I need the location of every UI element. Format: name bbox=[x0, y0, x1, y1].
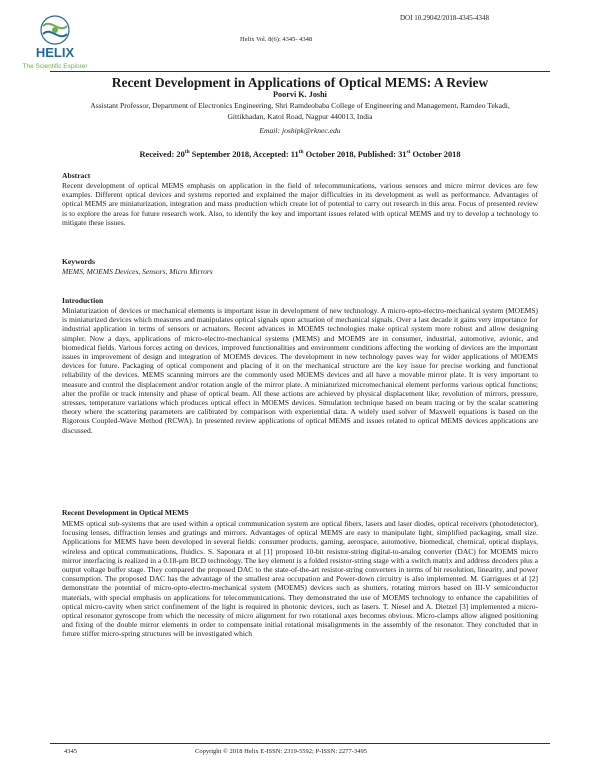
paper-title: Recent Development in Applications of Optical MEMS: A Review bbox=[111, 75, 489, 90]
logo-tagline: The Scientific Explorer bbox=[22, 63, 88, 70]
helix-logo bbox=[10, 12, 100, 78]
logo-text: HELIX bbox=[35, 45, 75, 60]
author-name: Poorvi K. Joshi bbox=[273, 90, 327, 99]
received-date: Received: 20 bbox=[139, 149, 185, 159]
keywords-heading: Keywords bbox=[62, 257, 95, 266]
header-rule bbox=[50, 71, 550, 72]
publication-dates: Received: 20th September 2018, Accepted: 11th October 2018, Published: 31st October 2018 bbox=[139, 149, 461, 159]
recent-development-heading: Recent Development in Optical MEMS bbox=[62, 508, 189, 517]
footer-rule bbox=[50, 743, 550, 744]
author-email: Email: joshipk@rknec.edu bbox=[259, 126, 341, 135]
introduction-text: Miniaturization of devices or mechanical elements is important issue in development of new technology. A micro-opto-electro-mechanical system (MOEMS) is miniaturized devices which measures and manipulates optical signals upon actuation of mechanical signals. Over a last decade it gains very importance for industrial application in terms of sensors or actuators. Recent advances in MOEMS technologies make optical system more robust and allow designing simpler. Now a days, applications of micro-electro-mechanical systems (MEMS) and MOEMS are in consumer, industrial, automotive, avionic, and biomedical fields. Various forces acting on devices, improved functionalities and environment conditions affecting the working of devices are the important issues in improvement of design and integration of MOEMS devices. The development in new technology paves way for wider applications of MOEMS devices for future. Packaging of optical component and placing of it on the mechanical structure are the key issue for precise working and functional reliability of the devices. MEMS scanning mirrors are the commonly used MOEMS devices and all have a movable mirror plate. It is very important to measure and control the displacement and/or rotation angle of the mirror plate. A miniaturized micromechanical element performs various optical functions; alter the profile or track intensity and phase of optical beam. All these actions are achieved by physical displacement like; revolution of mirrors, pressure, stresses, temperature variations which produces optical effect in MOEMS devices. Simulation technique based on beam tracing or by the scalar scattering theory where the scattering parameters are calibrated by comparison with experiential data. A widely used solver of Maxwell equations is based on the Rigorous Coupled-Wave Method (RCWA). In presented review applications of optical MEMS and issues related to optical MEMS devices applications are discussed. bbox=[62, 306, 538, 435]
abstract-heading: Abstract bbox=[62, 171, 91, 180]
keywords-text: MEMS, MOEMS Devices, Sensors, Micro Mirrors bbox=[62, 267, 213, 276]
copyright: Copyright © 2018 Helix E-ISSN: 2319-5592; P-ISSN: 2277-3495 bbox=[195, 748, 367, 755]
doi: DOI 10.29042/2018-4345-4348 bbox=[400, 14, 490, 22]
recent-development-text: MEMS optical sub-systems that are used within a optical communication system are optical fibers, lasers and laser diodes, optical receivers (photodetector), focusing lenses, diffraction lenses and gratings and mirrors. Advantages of optical MEMS are easy to manipulate light, simplified packaging, small size. Applications for MEMS have been developed in several fields: consumer products, gaming, aerospace, automotive, biomedical, chemical, optical displays, wireless and optical communications, fluidics. S. Saponara et al [1] proposed 10-bit resistor-string digital-to-analog converter (DAC) for MOEMS micro mirror interfacing is realized in a 0.18-μm BCD technology. The key element is a folded resistor-string stage with a switch matrix and address decoders plus a output voltage buffer stage. They compared the proposed DAC to the state-of-the-art resistor-string converters in terms of bit resolution, linearity, and power consumption. The proposed DAC has the advantage of the smallest area occupation and Power-down circuitry is also implemented. M. Garrigues et al [2] demonstrate the potential of micro-opto-electro-mechanical system (MOEMS) devices such as shutters, rotating mirrors based on III-V semiconductor materials, with special emphasis on applications for telecommunications. They demonstrated the use of MOEMS technology to enhance the capabilities of optical micro-cavity when strict confinement of the light is required in photonic devices, such as lasers. T. Niesel and A. Dietzel [3] implemented a micro-optical resonator gyroscope from which the necessity of micro alignment for two rotational axes becomes obvious. Micro-clamps allow aligned positioning and fixing of the double mirror elements in order to compensate initial rotational misalignments in the assembly of the resonator. They concluded that in future stiffer micro-spring structures will be investigated which bbox=[62, 519, 538, 639]
abstract-text: Recent development of optical MEMS emphasis on application in the field of telecommunications, various sensors and micro mirror devices are few examples. Different optical devices and systems reported and explained the major difficulties in its development as well as performance. Advantages of optical MEMS are miniaturization, integration and mass production which create lot of potential to carry out research in this area. Focus of presented review is to explore the areas for future research work. Also, to identify the key and important issues related with optical MEMS and try to develop a technology to mitigate these issues. bbox=[62, 181, 538, 227]
affiliation: Assistant Professor, Department of Electronics Engineering, Shri Ramdeobaba College of Engineering and Management, Ramdeo Tekadi, Gittikhadan, Katol Road, Nagpur 440013, India bbox=[90, 101, 510, 121]
page-number: 4345 bbox=[64, 748, 77, 755]
helix-logo-mark bbox=[10, 12, 100, 78]
journal-citation: Helix Vol. 8(6): 4345- 4348 bbox=[240, 36, 313, 43]
introduction-heading: Introduction bbox=[62, 296, 104, 305]
